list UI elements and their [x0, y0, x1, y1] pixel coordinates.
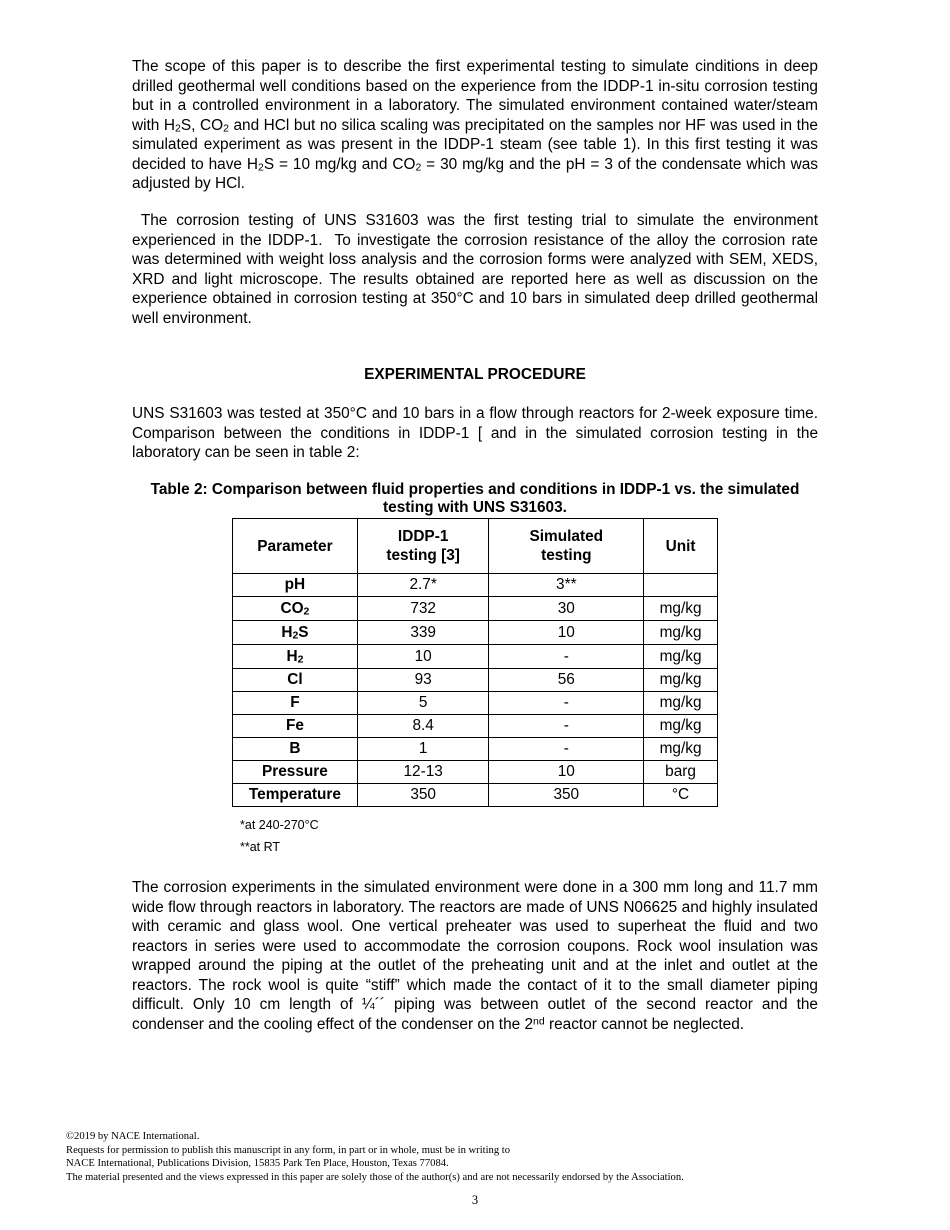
text-run: S = 10 mg/kg and CO	[263, 155, 416, 173]
iddp-cell: 93	[357, 669, 489, 692]
unit-cell: mg/kg	[644, 669, 718, 692]
simulated-cell: 350	[489, 784, 644, 807]
unit-cell: mg/kg	[644, 738, 718, 761]
simulated-cell: -	[489, 645, 644, 669]
header-iddp-line2: testing [3]	[386, 547, 460, 564]
text-run: reactor cannot be neglected.	[544, 1015, 745, 1033]
header-iddp	[357, 519, 489, 574]
table-row	[233, 645, 718, 669]
param-cell: Temperature	[233, 784, 358, 807]
iddp-cell: 5	[357, 692, 489, 715]
copyright-footer	[66, 1130, 886, 1184]
unit-cell: mg/kg	[644, 692, 718, 715]
table-row	[233, 761, 718, 784]
table-row	[233, 738, 718, 761]
table-row	[233, 669, 718, 692]
simulated-cell: 10	[489, 621, 644, 645]
header-simulated-line1: Simulated	[529, 528, 604, 545]
param-cell: Fe	[233, 715, 358, 738]
intro-paragraph-testing: The corrosion testing of UNS S31603 was the first testing trial to simulate the environment experienced in the IDDP-1. To investigate the corrosion resistance of the alloy the corrosion rate was determined with weight loss analysis and the corrosion forms were analyzed with SEM, XEDS, XRD and light microscope. The results obtained are reported here as well as discussion on the experience obtained in corrosion testing at 350°C and 10 bars in simulated deep drilled geothermal well environment.	[132, 212, 823, 327]
footer-line: The material presented and the views expressed in this paper are solely those of the author(s) and are not necessarily endorsed by the Association.	[66, 1171, 684, 1183]
subscript: 2	[175, 123, 181, 135]
footer-line: NACE International, Publications Division, 15835 Park Ten Place, Houston, Texas 77084.	[66, 1158, 449, 1170]
unit-cell: °C	[644, 784, 718, 807]
iddp-cell: 1	[357, 738, 489, 761]
param-cell	[233, 621, 358, 645]
header-simulated	[489, 519, 644, 574]
table-caption: Table 2: Comparison between fluid properties and conditions in IDDP-1 vs. the simulated testing with UNS S31603.	[150, 481, 800, 516]
unit-cell: mg/kg	[644, 645, 718, 669]
text-run: The corrosion experiments in the simulated environment were done in a 300 mm long and 11.7 mm wide flow through reactors in laboratory. The reactors are made of UNS N06625 and highly insulated with ceramic and glass wool. One vertical preheater was used to superheat the fluid and two reactors in series were used to accommodate the corrosion coupons. Rock wool insulation was wrapped around the piping at the outlet of the preheating unit and at the inlet and outlet at the reactors. The rock wool is quite “stiff” which made the contact of it to the small diameter piping difficult. Only 10 cm length of ¼´´ piping was between outlet of the second reactor and the condenser and the cooling effect of the condenser on the 2	[132, 879, 818, 1033]
procedure-paragraph: UNS S31603 was tested at 350°C and 10 bars in a flow through reactors for 2-week exposure time. Comparison between the conditions in IDDP-1 [ and in the simulated corrosion testing in the laboratory can be seen in table 2:	[132, 405, 818, 461]
iddp-cell: 339	[357, 621, 489, 645]
subscript: 2	[257, 162, 264, 174]
subscript: 2	[303, 606, 310, 618]
iddp-cell: 10	[357, 645, 489, 669]
header-unit: Unit	[644, 519, 718, 574]
param-text: H	[281, 623, 293, 641]
unit-cell	[644, 574, 718, 597]
simulated-cell: 10	[489, 761, 644, 784]
table-row	[233, 597, 718, 621]
param-cell: pH	[233, 574, 358, 597]
unit-cell: mg/kg	[644, 715, 718, 738]
subscript: 2	[297, 654, 304, 666]
intro-paragraph-scope	[132, 57, 818, 194]
subscript: 2	[292, 630, 299, 642]
text-run: and HCl but no silica scaling was precipitated on the samples nor HF was used in the simulated experiment as was present in the IDDP-1 steam (see table 1). In this first testing it was decided to have H	[132, 116, 818, 173]
table-row	[233, 692, 718, 715]
footer-line: Requests for permission to publish this manuscript in any form, in part or in whole, must be in writing to	[66, 1144, 511, 1156]
table-header-row	[233, 519, 718, 574]
param-text-tail: S	[298, 623, 309, 641]
text-run: S, CO	[180, 116, 224, 134]
table-row	[233, 784, 718, 807]
table-note-room-temp: **at RT	[240, 840, 281, 854]
iddp-cell: 350	[357, 784, 489, 807]
param-text: CO	[280, 599, 304, 617]
param-cell: B	[233, 738, 358, 761]
table-note-temperature: *at 240-270°C	[240, 818, 319, 832]
table-row	[233, 621, 718, 645]
unit-cell: mg/kg	[644, 621, 718, 645]
unit-cell: barg	[644, 761, 718, 784]
iddp-cell: 8.4	[357, 715, 489, 738]
table-row	[233, 715, 718, 738]
simulated-cell: -	[489, 715, 644, 738]
text-run: = 30 mg/kg and the pH = 3 of the condensate which was adjusted by HCl.	[132, 155, 818, 192]
param-cell: Pressure	[233, 761, 358, 784]
superscript: nd	[533, 1015, 545, 1027]
table-row	[233, 574, 718, 597]
simulated-cell: 30	[489, 597, 644, 621]
iddp-cell: 2.7*	[357, 574, 489, 597]
iddp-cell: 12-13	[357, 761, 489, 784]
simulated-cell: 3**	[489, 574, 644, 597]
body-paragraph-reactors	[132, 878, 818, 1034]
subscript: 2	[415, 162, 422, 174]
param-text: H	[286, 647, 298, 665]
simulated-cell: -	[489, 692, 644, 715]
iddp-cell: 732	[357, 597, 489, 621]
unit-cell: mg/kg	[644, 597, 718, 621]
param-cell: F	[233, 692, 358, 715]
section-heading: EXPERIMENTAL PROCEDURE	[364, 366, 586, 383]
simulated-cell: -	[489, 738, 644, 761]
param-cell	[233, 597, 358, 621]
header-simulated-line2: testing	[541, 547, 592, 564]
header-parameter: Parameter	[233, 519, 358, 574]
header-iddp-line1: IDDP-1	[397, 528, 449, 545]
page-number: 3	[471, 1193, 479, 1207]
simulated-cell: 56	[489, 669, 644, 692]
subscript: 2	[223, 123, 229, 135]
text-run: The scope of this paper is to describe the first experimental testing to simulate cinditions in deep drilled geothermal well conditions based on the experience from the IDDP-1 in-situ corrosion testing but in a controlled environment in a laboratory. The simulated environment contained water/steam with H	[132, 58, 818, 134]
param-cell: Cl	[233, 669, 358, 692]
comparison-table	[232, 518, 718, 807]
param-cell	[233, 645, 358, 669]
footer-line: ©2019 by NACE International.	[66, 1131, 200, 1142]
